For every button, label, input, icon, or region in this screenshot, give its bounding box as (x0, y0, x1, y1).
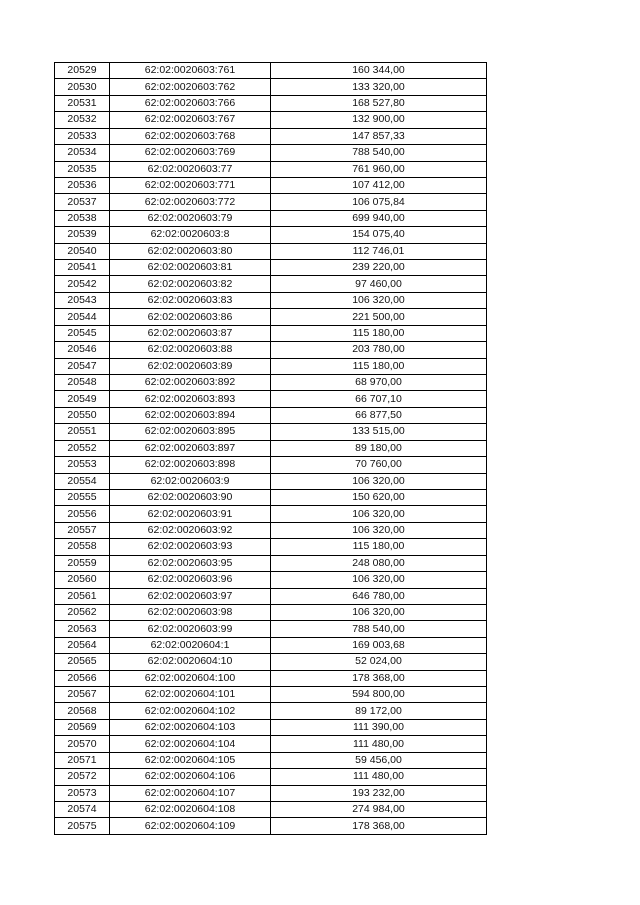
table-row (55, 654, 487, 670)
row-number-cell: 20572 (55, 769, 110, 785)
row-number-cell: 20559 (55, 555, 110, 571)
table-row (55, 801, 487, 817)
row-number-cell: 20574 (55, 801, 110, 817)
row-number-cell: 20569 (55, 719, 110, 735)
value-cell: 788 540,00 (271, 621, 487, 637)
value-cell: 646 780,00 (271, 588, 487, 604)
cadastral-number-cell: 62:02:0020603:772 (110, 194, 271, 210)
row-number-cell: 20562 (55, 604, 110, 620)
table-row (55, 276, 487, 292)
row-number-cell: 20566 (55, 670, 110, 686)
value-cell: 106 320,00 (271, 292, 487, 308)
table-row (55, 818, 487, 834)
cadastral-number-cell: 62:02:0020604:101 (110, 687, 271, 703)
table-row (55, 752, 487, 768)
table-row (55, 145, 487, 161)
cadastral-number-cell: 62:02:0020604:100 (110, 670, 271, 686)
table-row (55, 604, 487, 620)
value-cell: 248 080,00 (271, 555, 487, 571)
cadastral-number-cell: 62:02:0020603:767 (110, 112, 271, 128)
table-row (55, 112, 487, 128)
table-row (55, 210, 487, 226)
cadastral-number-cell: 62:02:0020603:893 (110, 391, 271, 407)
value-cell: 52 024,00 (271, 654, 487, 670)
value-cell: 699 940,00 (271, 210, 487, 226)
table-row (55, 703, 487, 719)
cadastral-number-cell: 62:02:0020603:894 (110, 407, 271, 423)
value-cell: 106 320,00 (271, 473, 487, 489)
row-number-cell: 20536 (55, 177, 110, 193)
row-number-cell: 20539 (55, 227, 110, 243)
table-row (55, 194, 487, 210)
row-number-cell: 20544 (55, 309, 110, 325)
cadastral-number-cell: 62:02:0020604:108 (110, 801, 271, 817)
table-row (55, 260, 487, 276)
value-cell: 788 540,00 (271, 145, 487, 161)
row-number-cell: 20563 (55, 621, 110, 637)
row-number-cell: 20561 (55, 588, 110, 604)
cadastral-number-cell: 62:02:0020604:104 (110, 736, 271, 752)
table-row (55, 243, 487, 259)
cadastral-number-cell: 62:02:0020603:82 (110, 276, 271, 292)
row-number-cell: 20542 (55, 276, 110, 292)
cadastral-number-cell: 62:02:0020603:83 (110, 292, 271, 308)
cadastral-number-cell: 62:02:0020603:771 (110, 177, 271, 193)
value-cell: 70 760,00 (271, 457, 487, 473)
row-number-cell: 20555 (55, 489, 110, 505)
row-number-cell: 20570 (55, 736, 110, 752)
cadastral-number-cell: 62:02:0020603:8 (110, 227, 271, 243)
row-number-cell: 20556 (55, 506, 110, 522)
value-cell: 132 900,00 (271, 112, 487, 128)
cadastral-number-cell: 62:02:0020603:87 (110, 325, 271, 341)
row-number-cell: 20567 (55, 687, 110, 703)
value-cell: 106 075,84 (271, 194, 487, 210)
table-row (55, 769, 487, 785)
table-row (55, 637, 487, 653)
row-number-cell: 20543 (55, 292, 110, 308)
row-number-cell: 20548 (55, 375, 110, 391)
cadastral-number-cell: 62:02:0020603:86 (110, 309, 271, 325)
table-row (55, 177, 487, 193)
value-cell: 59 456,00 (271, 752, 487, 768)
value-cell: 761 960,00 (271, 161, 487, 177)
value-cell: 274 984,00 (271, 801, 487, 817)
table-row (55, 63, 487, 79)
table-row (55, 555, 487, 571)
cadastral-number-cell: 62:02:0020603:91 (110, 506, 271, 522)
table-row (55, 358, 487, 374)
value-cell: 66 877,50 (271, 407, 487, 423)
table-row (55, 572, 487, 588)
table-row (55, 79, 487, 95)
row-number-cell: 20540 (55, 243, 110, 259)
table-row (55, 375, 487, 391)
value-cell: 89 172,00 (271, 703, 487, 719)
table-row (55, 424, 487, 440)
row-number-cell: 20565 (55, 654, 110, 670)
table-row (55, 621, 487, 637)
row-number-cell: 20534 (55, 145, 110, 161)
row-number-cell: 20529 (55, 63, 110, 79)
cadastral-number-cell: 62:02:0020603:81 (110, 260, 271, 276)
table-row (55, 95, 487, 111)
table-row (55, 342, 487, 358)
row-number-cell: 20564 (55, 637, 110, 653)
table-row (55, 687, 487, 703)
cadastral-number-cell: 62:02:0020603:88 (110, 342, 271, 358)
row-number-cell: 20560 (55, 572, 110, 588)
table-row (55, 539, 487, 555)
row-number-cell: 20571 (55, 752, 110, 768)
value-cell: 147 857,33 (271, 128, 487, 144)
value-cell: 106 320,00 (271, 522, 487, 538)
row-number-cell: 20573 (55, 785, 110, 801)
table-row (55, 473, 487, 489)
cadastral-number-cell: 62:02:0020604:109 (110, 818, 271, 834)
cadastral-number-cell: 62:02:0020604:10 (110, 654, 271, 670)
value-cell: 115 180,00 (271, 325, 487, 341)
value-cell: 193 232,00 (271, 785, 487, 801)
cadastral-number-cell: 62:02:0020603:766 (110, 95, 271, 111)
row-number-cell: 20549 (55, 391, 110, 407)
row-number-cell: 20532 (55, 112, 110, 128)
row-number-cell: 20537 (55, 194, 110, 210)
value-cell: 112 746,01 (271, 243, 487, 259)
row-number-cell: 20575 (55, 818, 110, 834)
cadastral-number-cell: 62:02:0020603:93 (110, 539, 271, 555)
row-number-cell: 20568 (55, 703, 110, 719)
row-number-cell: 20554 (55, 473, 110, 489)
row-number-cell: 20545 (55, 325, 110, 341)
cadastral-number-cell: 62:02:0020603:92 (110, 522, 271, 538)
cadastral-number-cell: 62:02:0020603:98 (110, 604, 271, 620)
row-number-cell: 20538 (55, 210, 110, 226)
table-row (55, 309, 487, 325)
table-row (55, 489, 487, 505)
table-row (55, 292, 487, 308)
row-number-cell: 20547 (55, 358, 110, 374)
value-cell: 68 970,00 (271, 375, 487, 391)
table-row (55, 227, 487, 243)
table-row (55, 522, 487, 538)
cadastral-value-table (54, 62, 487, 835)
cadastral-number-cell: 62:02:0020603:90 (110, 489, 271, 505)
value-cell: 594 800,00 (271, 687, 487, 703)
table-row (55, 391, 487, 407)
row-number-cell: 20553 (55, 457, 110, 473)
row-number-cell: 20533 (55, 128, 110, 144)
value-cell: 133 515,00 (271, 424, 487, 440)
table-row (55, 719, 487, 735)
value-cell: 154 075,40 (271, 227, 487, 243)
value-cell: 106 320,00 (271, 604, 487, 620)
value-cell: 169 003,68 (271, 637, 487, 653)
row-number-cell: 20531 (55, 95, 110, 111)
table-row (55, 506, 487, 522)
value-cell: 133 320,00 (271, 79, 487, 95)
value-cell: 111 390,00 (271, 719, 487, 735)
table-row (55, 161, 487, 177)
cadastral-number-cell: 62:02:0020603:77 (110, 161, 271, 177)
cadastral-number-cell: 62:02:0020604:102 (110, 703, 271, 719)
row-number-cell: 20535 (55, 161, 110, 177)
cadastral-number-cell: 62:02:0020603:9 (110, 473, 271, 489)
value-cell: 221 500,00 (271, 309, 487, 325)
row-number-cell: 20546 (55, 342, 110, 358)
value-cell: 111 480,00 (271, 736, 487, 752)
cadastral-number-cell: 62:02:0020603:96 (110, 572, 271, 588)
cadastral-number-cell: 62:02:0020603:89 (110, 358, 271, 374)
cadastral-number-cell: 62:02:0020603:897 (110, 440, 271, 456)
table-row (55, 128, 487, 144)
value-cell: 168 527,80 (271, 95, 487, 111)
cadastral-number-cell: 62:02:0020603:99 (110, 621, 271, 637)
row-number-cell: 20541 (55, 260, 110, 276)
table-row (55, 407, 487, 423)
table-row (55, 588, 487, 604)
value-cell: 178 368,00 (271, 670, 487, 686)
value-cell: 203 780,00 (271, 342, 487, 358)
table-body (55, 63, 487, 835)
cadastral-number-cell: 62:02:0020604:105 (110, 752, 271, 768)
table-row (55, 736, 487, 752)
cadastral-number-cell: 62:02:0020604:107 (110, 785, 271, 801)
value-cell: 106 320,00 (271, 506, 487, 522)
cadastral-number-cell: 62:02:0020603:761 (110, 63, 271, 79)
value-cell: 106 320,00 (271, 572, 487, 588)
value-cell: 111 480,00 (271, 769, 487, 785)
cadastral-number-cell: 62:02:0020603:892 (110, 375, 271, 391)
cadastral-number-cell: 62:02:0020604:106 (110, 769, 271, 785)
cadastral-number-cell: 62:02:0020603:97 (110, 588, 271, 604)
value-cell: 66 707,10 (271, 391, 487, 407)
cadastral-number-cell: 62:02:0020604:103 (110, 719, 271, 735)
value-cell: 239 220,00 (271, 260, 487, 276)
cadastral-number-cell: 62:02:0020603:895 (110, 424, 271, 440)
cadastral-number-cell: 62:02:0020603:79 (110, 210, 271, 226)
value-cell: 178 368,00 (271, 818, 487, 834)
table-row (55, 785, 487, 801)
cadastral-number-cell: 62:02:0020603:769 (110, 145, 271, 161)
cadastral-number-cell: 62:02:0020603:768 (110, 128, 271, 144)
cadastral-number-cell: 62:02:0020603:95 (110, 555, 271, 571)
value-cell: 150 620,00 (271, 489, 487, 505)
table-row (55, 670, 487, 686)
row-number-cell: 20550 (55, 407, 110, 423)
table-row (55, 440, 487, 456)
table-row (55, 457, 487, 473)
row-number-cell: 20558 (55, 539, 110, 555)
value-cell: 107 412,00 (271, 177, 487, 193)
cadastral-number-cell: 62:02:0020603:762 (110, 79, 271, 95)
row-number-cell: 20551 (55, 424, 110, 440)
row-number-cell: 20552 (55, 440, 110, 456)
value-cell: 115 180,00 (271, 358, 487, 374)
value-cell: 97 460,00 (271, 276, 487, 292)
row-number-cell: 20557 (55, 522, 110, 538)
cadastral-number-cell: 62:02:0020603:80 (110, 243, 271, 259)
cadastral-number-cell: 62:02:0020603:898 (110, 457, 271, 473)
value-cell: 89 180,00 (271, 440, 487, 456)
table-row (55, 325, 487, 341)
value-cell: 160 344,00 (271, 63, 487, 79)
value-cell: 115 180,00 (271, 539, 487, 555)
cadastral-number-cell: 62:02:0020604:1 (110, 637, 271, 653)
row-number-cell: 20530 (55, 79, 110, 95)
